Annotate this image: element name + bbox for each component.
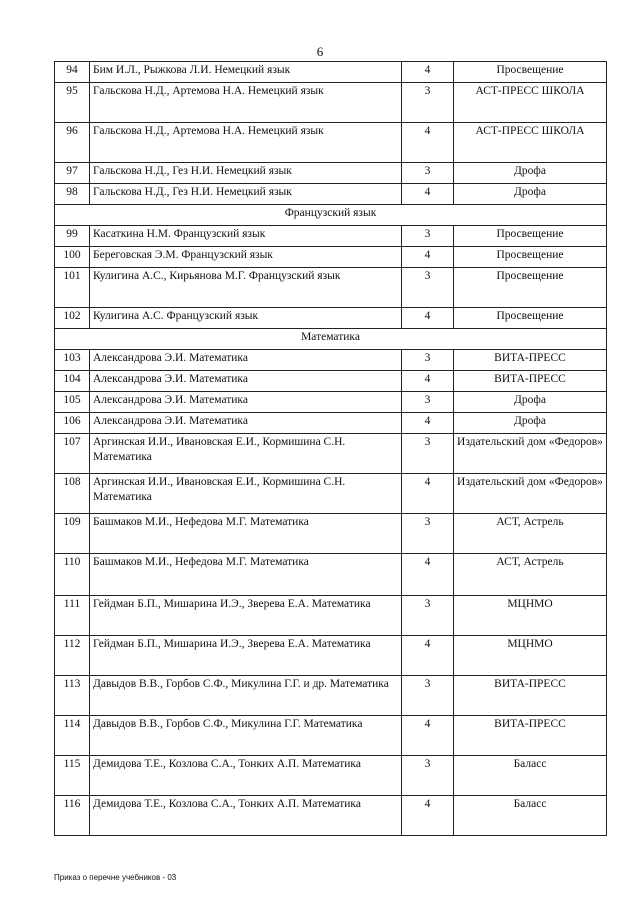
table-row xyxy=(55,392,607,413)
row-number-cell: 101 xyxy=(55,268,90,308)
table-row xyxy=(55,434,607,474)
grade-cell: 4 xyxy=(402,123,454,163)
table-row xyxy=(55,796,607,836)
author-title-cell: Башмаков М.И., Нефедова М.Г. Математика xyxy=(90,554,402,596)
row-number-cell: 100 xyxy=(55,247,90,268)
table-row xyxy=(55,413,607,434)
author-title-cell: Александрова Э.И. Математика xyxy=(90,413,402,434)
grade-cell: 3 xyxy=(402,514,454,554)
author-title-cell: Демидова Т.Е., Козлова С.А., Тонких А.П. Математика xyxy=(90,796,402,836)
table-row xyxy=(55,184,607,205)
grade-cell: 4 xyxy=(402,716,454,756)
author-title-cell: Касаткина Н.М. Французский язык xyxy=(90,226,402,247)
grade-cell: 4 xyxy=(402,796,454,836)
row-number-cell: 98 xyxy=(55,184,90,205)
publisher-cell: АСТ-ПРЕСС ШКОЛА xyxy=(454,83,607,123)
table-row xyxy=(55,756,607,796)
grade-cell: 4 xyxy=(402,62,454,83)
row-number-cell: 107 xyxy=(55,434,90,474)
author-title-cell: Гейдман Б.П., Мишарина И.Э., Зверева Е.А. Математика xyxy=(90,636,402,676)
page-number: 6 xyxy=(316,44,324,59)
row-number-cell: 102 xyxy=(55,308,90,329)
publisher-cell: Просвещение xyxy=(454,308,607,329)
grade-cell: 4 xyxy=(402,554,454,596)
table-row xyxy=(55,83,607,123)
publisher-cell: Просвещение xyxy=(454,226,607,247)
author-title-cell: Гальскова Н.Д., Артемова Н.А. Немецкий язык xyxy=(90,123,402,163)
publisher-cell: АСТ-ПРЕСС ШКОЛА xyxy=(454,123,607,163)
row-number-cell: 96 xyxy=(55,123,90,163)
row-number-cell: 113 xyxy=(55,676,90,716)
table-row xyxy=(55,716,607,756)
publisher-cell: Издательский дом «Федоров» xyxy=(454,474,607,514)
grade-cell: 3 xyxy=(402,226,454,247)
author-title-cell: Гальскова Н.Д., Гез Н.И. Немецкий язык xyxy=(90,184,402,205)
author-title-cell: Гальскова Н.Д., Артемова Н.А. Немецкий язык xyxy=(90,83,402,123)
author-title-cell: Давыдов В.В., Горбов С.Ф., Микулина Г.Г. Математика xyxy=(90,716,402,756)
row-number-cell: 109 xyxy=(55,514,90,554)
publisher-cell: Просвещение xyxy=(454,268,607,308)
table-row xyxy=(55,676,607,716)
row-number-cell: 104 xyxy=(55,371,90,392)
author-title-cell: Александрова Э.И. Математика xyxy=(90,350,402,371)
row-number-cell: 116 xyxy=(55,796,90,836)
grade-cell: 4 xyxy=(402,636,454,676)
grade-cell: 4 xyxy=(402,413,454,434)
grade-cell: 4 xyxy=(402,371,454,392)
publisher-cell: МЦНМО xyxy=(454,636,607,676)
author-title-cell: Аргинская И.И., Ивановская Е.И., Кормишина С.Н. Математика xyxy=(90,474,402,514)
author-title-cell: Бим И.Л., Рыжкова Л.И. Немецкий язык xyxy=(90,62,402,83)
table-row xyxy=(55,514,607,554)
footer-note: Приказ о перечне учебников - 03 xyxy=(54,873,177,882)
section-title: Математика xyxy=(55,329,607,350)
author-title-cell: Александрова Э.И. Математика xyxy=(90,371,402,392)
row-number-cell: 112 xyxy=(55,636,90,676)
table-row xyxy=(55,226,607,247)
table-row xyxy=(55,371,607,392)
section-header-row xyxy=(55,205,607,226)
grade-cell: 4 xyxy=(402,247,454,268)
section-title: Французский язык xyxy=(55,205,607,226)
publisher-cell: АСТ, Астрель xyxy=(454,514,607,554)
textbook-table-body xyxy=(55,62,607,836)
author-title-cell: Демидова Т.Е., Козлова С.А., Тонких А.П. Математика xyxy=(90,756,402,796)
author-title-cell: Александрова Э.И. Математика xyxy=(90,392,402,413)
table-row xyxy=(55,308,607,329)
row-number-cell: 99 xyxy=(55,226,90,247)
author-title-cell: Кулигина А.С. Французский язык xyxy=(90,308,402,329)
publisher-cell: Дрофа xyxy=(454,163,607,184)
grade-cell: 4 xyxy=(402,308,454,329)
publisher-cell: Просвещение xyxy=(454,247,607,268)
grade-cell: 3 xyxy=(402,83,454,123)
table-row xyxy=(55,163,607,184)
publisher-cell: Баласс xyxy=(454,796,607,836)
row-number-cell: 108 xyxy=(55,474,90,514)
table-row xyxy=(55,247,607,268)
publisher-cell: ВИТА-ПРЕСС xyxy=(454,371,607,392)
row-number-cell: 106 xyxy=(55,413,90,434)
grade-cell: 3 xyxy=(402,596,454,636)
textbook-table xyxy=(54,61,607,836)
author-title-cell: Аргинская И.И., Ивановская Е.И., Кормишина С.Н. Математика xyxy=(90,434,402,474)
row-number-cell: 94 xyxy=(55,62,90,83)
grade-cell: 4 xyxy=(402,474,454,514)
row-number-cell: 115 xyxy=(55,756,90,796)
table-row xyxy=(55,123,607,163)
publisher-cell: ВИТА-ПРЕСС xyxy=(454,350,607,371)
publisher-cell: АСТ, Астрель xyxy=(454,554,607,596)
grade-cell: 3 xyxy=(402,676,454,716)
table-row xyxy=(55,554,607,596)
publisher-cell: Баласс xyxy=(454,756,607,796)
publisher-cell: МЦНМО xyxy=(454,596,607,636)
grade-cell: 3 xyxy=(402,268,454,308)
publisher-cell: Дрофа xyxy=(454,392,607,413)
row-number-cell: 97 xyxy=(55,163,90,184)
author-title-cell: Кулигина А.С., Кирьянова М.Г. Французский язык xyxy=(90,268,402,308)
table-row xyxy=(55,596,607,636)
table-row xyxy=(55,350,607,371)
row-number-cell: 105 xyxy=(55,392,90,413)
author-title-cell: Береговская Э.М. Французский язык xyxy=(90,247,402,268)
author-title-cell: Башмаков М.И., Нефедова М.Г. Математика xyxy=(90,514,402,554)
author-title-cell: Гейдман Б.П., Мишарина И.Э., Зверева Е.А. Математика xyxy=(90,596,402,636)
table-row xyxy=(55,62,607,83)
row-number-cell: 110 xyxy=(55,554,90,596)
publisher-cell: ВИТА-ПРЕСС xyxy=(454,716,607,756)
grade-cell: 3 xyxy=(402,434,454,474)
grade-cell: 3 xyxy=(402,756,454,796)
section-header-row xyxy=(55,329,607,350)
publisher-cell: Дрофа xyxy=(454,184,607,205)
author-title-cell: Гальскова Н.Д., Гез Н.И. Немецкий язык xyxy=(90,163,402,184)
publisher-cell: Дрофа xyxy=(454,413,607,434)
row-number-cell: 103 xyxy=(55,350,90,371)
row-number-cell: 114 xyxy=(55,716,90,756)
table-row xyxy=(55,268,607,308)
publisher-cell: Просвещение xyxy=(454,62,607,83)
grade-cell: 4 xyxy=(402,184,454,205)
table-row xyxy=(55,474,607,514)
grade-cell: 3 xyxy=(402,163,454,184)
author-title-cell: Давыдов В.В., Горбов С.Ф., Микулина Г.Г. и др. Математика xyxy=(90,676,402,716)
publisher-cell: ВИТА-ПРЕСС xyxy=(454,676,607,716)
publisher-cell: Издательский дом «Федоров» xyxy=(454,434,607,474)
row-number-cell: 111 xyxy=(55,596,90,636)
grade-cell: 3 xyxy=(402,392,454,413)
table-row xyxy=(55,636,607,676)
grade-cell: 3 xyxy=(402,350,454,371)
row-number-cell: 95 xyxy=(55,83,90,123)
